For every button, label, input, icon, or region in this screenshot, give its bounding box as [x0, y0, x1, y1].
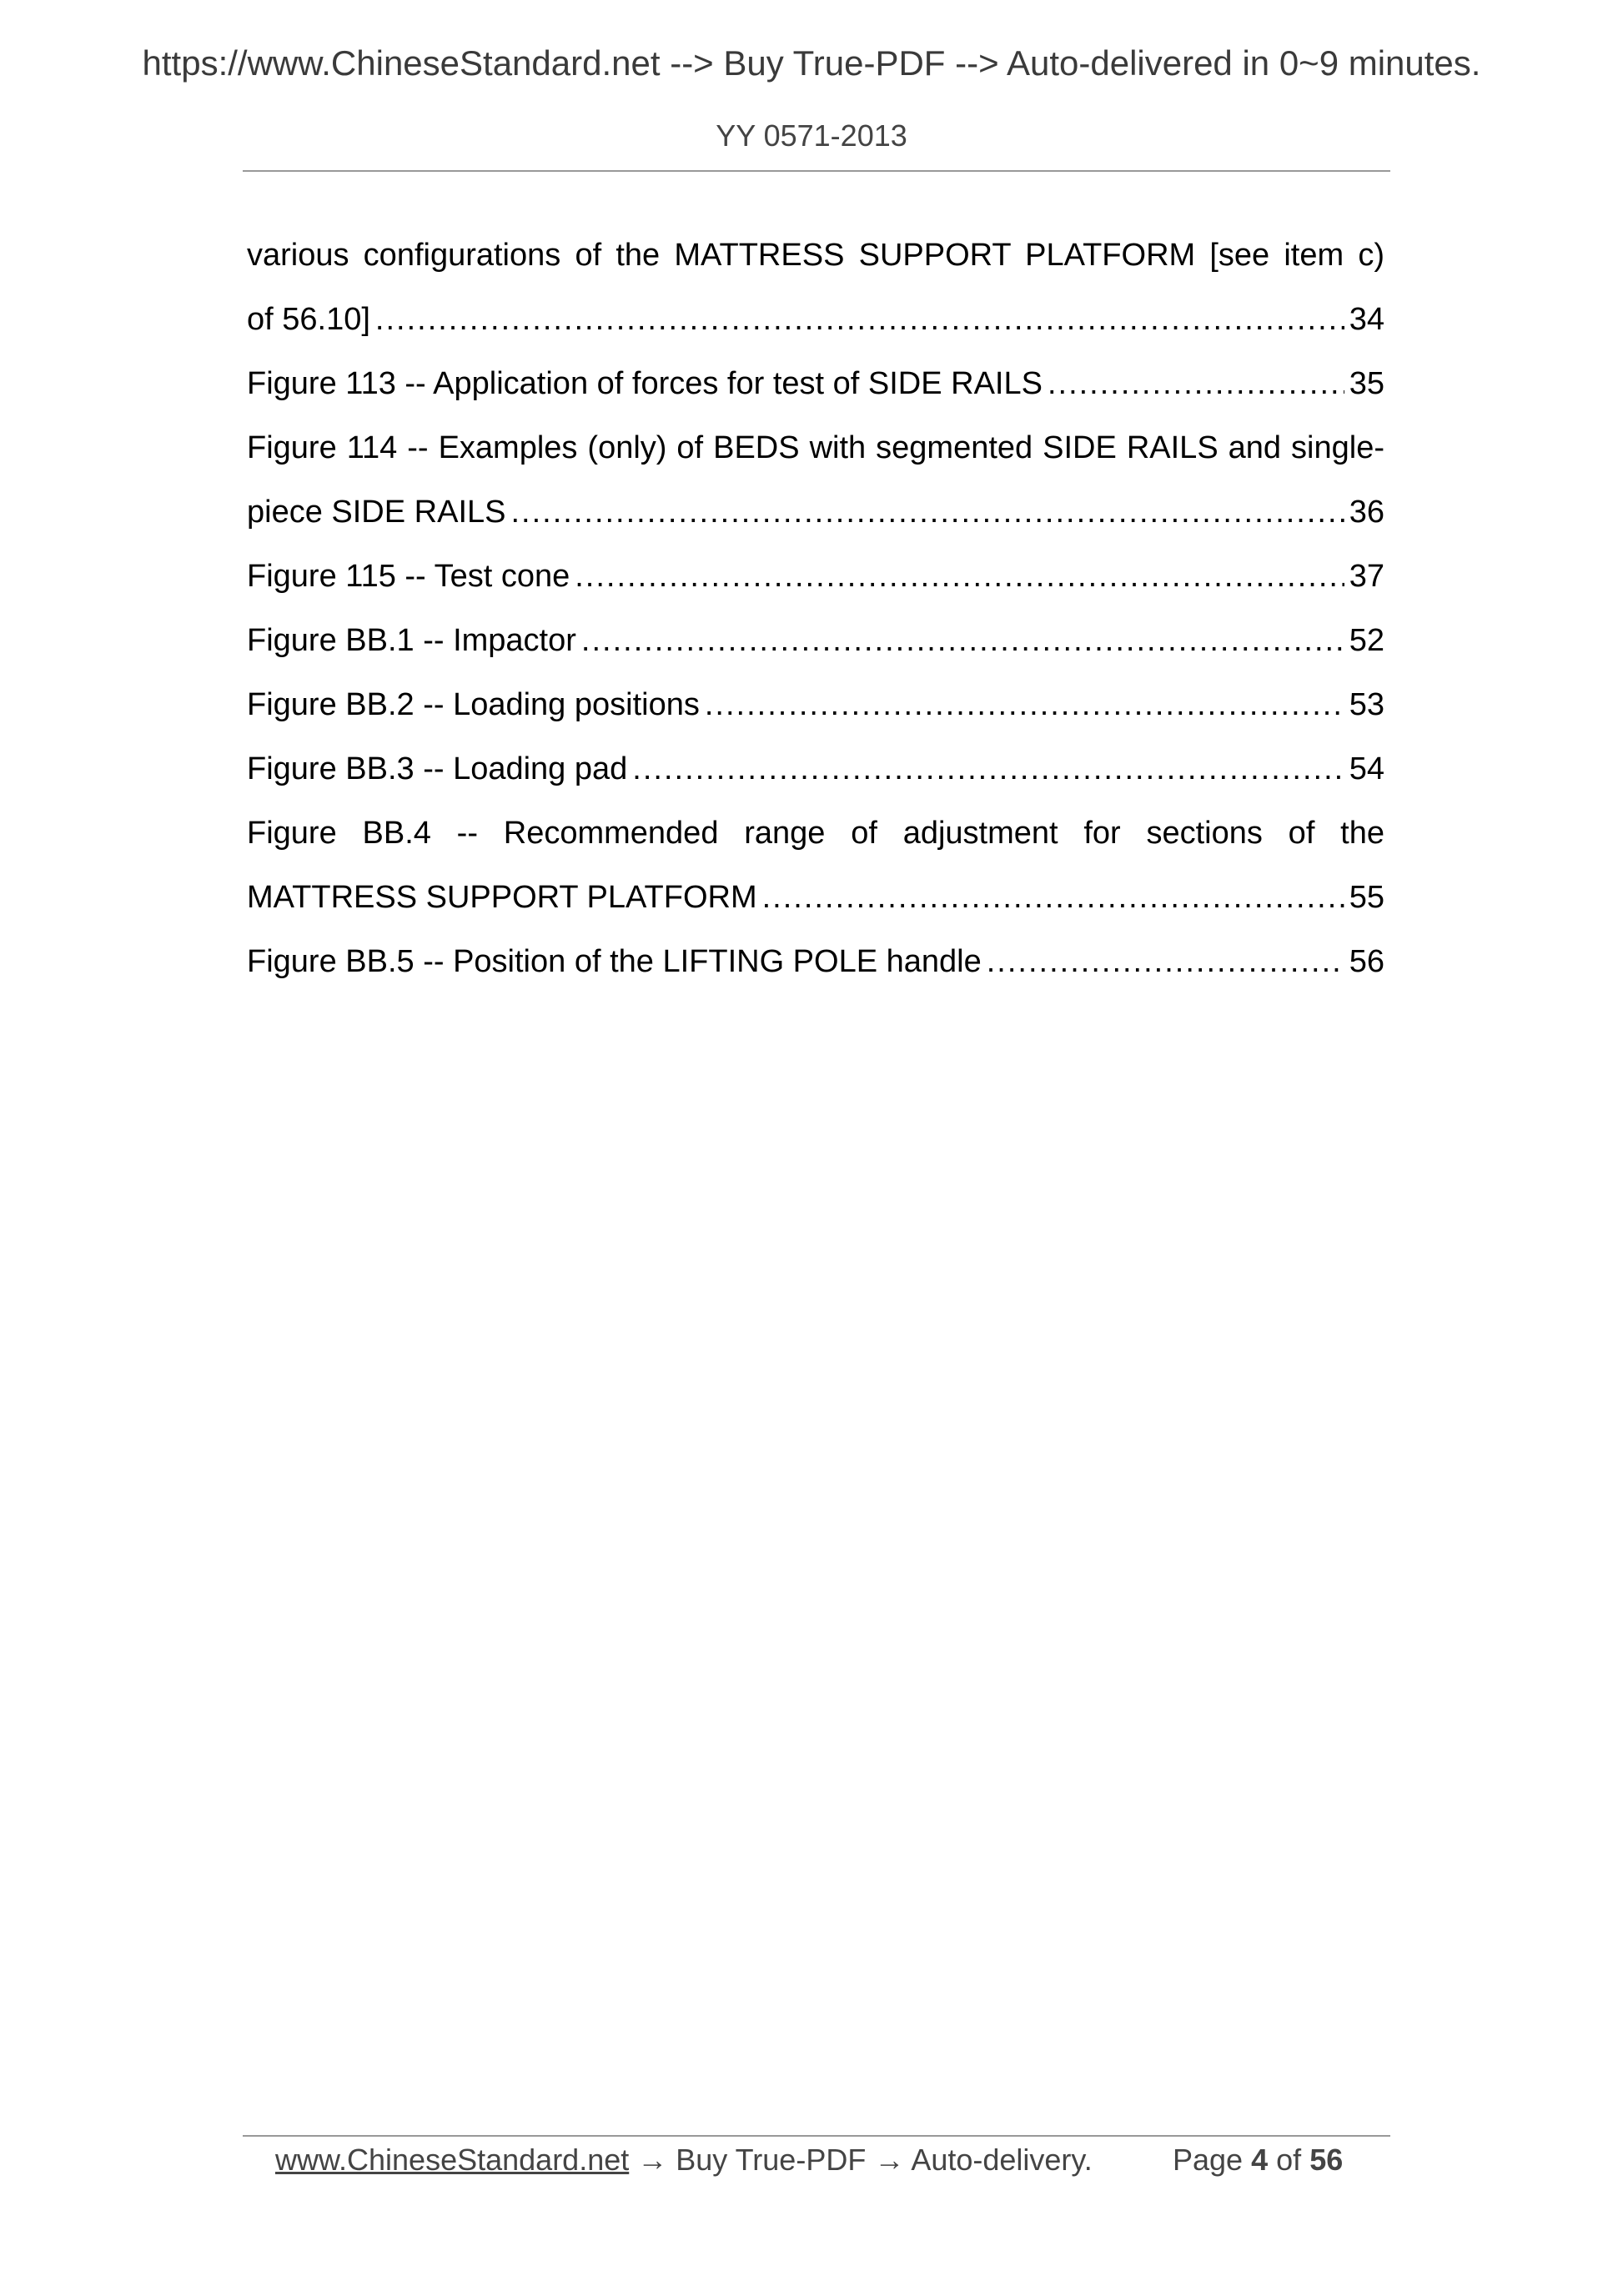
toc-entry-page: 53 — [1349, 687, 1384, 722]
toc-entry-title: of 56.10] — [247, 302, 370, 337]
toc-entry-title: Figure BB.5 -- Position of the LIFTING POLE handle — [247, 944, 982, 979]
dot-leader — [632, 737, 1344, 801]
toc-entry-figure-bb2[interactable] — [247, 673, 1384, 737]
toc-entry-figure-bb1[interactable] — [247, 609, 1384, 673]
dot-leader — [987, 930, 1344, 994]
footer-tagline-text: → Buy True-PDF → Auto-delivery. — [629, 2143, 1093, 2177]
footer-divider — [243, 2135, 1390, 2137]
document-code: YY 0571-2013 — [716, 118, 907, 153]
toc-entry-page: 52 — [1349, 623, 1384, 658]
top-banner: https://www.ChineseStandard.net --> Buy True-PDF --> Auto-delivered in 0~9 minutes. — [142, 43, 1481, 83]
toc-entry-page: 35 — [1349, 366, 1384, 401]
dot-leader — [705, 673, 1344, 737]
of-word: of — [1276, 2143, 1302, 2177]
toc-entry-figure-115[interactable] — [247, 545, 1384, 609]
dot-leader — [510, 480, 1344, 545]
toc-entry-figure-113[interactable] — [247, 352, 1384, 416]
toc-entry-title: Figure BB.1 -- Impactor — [247, 623, 576, 658]
toc-entry-continued[interactable] — [247, 288, 1384, 352]
toc-entry-title: MATTRESS SUPPORT PLATFORM — [247, 880, 757, 915]
figure-list — [247, 224, 1384, 994]
toc-entry-figure-bb3[interactable] — [247, 737, 1384, 801]
toc-entry-title: Figure 113 -- Application of forces for test of SIDE RAILS — [247, 366, 1043, 401]
toc-entry-figure-114-line1: Figure 114 -- Examples (only) of BEDS with segmented SIDE RAILS and single- — [247, 430, 1384, 465]
toc-entry-title: Figure BB.3 -- Loading pad — [247, 751, 628, 786]
toc-entry-figure-114[interactable] — [247, 480, 1384, 545]
toc-entry-page: 36 — [1349, 495, 1384, 530]
dot-leader — [1048, 352, 1344, 416]
toc-entry-title: Figure BB.2 -- Loading positions — [247, 687, 700, 722]
toc-entry-figure-bb5[interactable] — [247, 930, 1384, 994]
dot-leader — [762, 866, 1344, 930]
toc-entry-continued-line1: various configurations of the MATTRESS SUPPORT PLATFORM [see item c) — [247, 238, 1384, 273]
dot-leader — [581, 609, 1344, 673]
dot-leader — [375, 288, 1344, 352]
toc-entry-figure-bb4-line1: Figure BB.4 -- Recommended range of adjustment for sections of the — [247, 816, 1384, 851]
toc-entry-title: piece SIDE RAILS — [247, 495, 506, 530]
dot-leader — [575, 545, 1344, 609]
toc-entry-figure-bb4[interactable] — [247, 866, 1384, 930]
header-divider — [243, 170, 1390, 172]
toc-entry-page: 54 — [1349, 751, 1384, 786]
footer-tagline — [275, 2140, 1093, 2180]
page-total: 56 — [1309, 2143, 1344, 2177]
toc-entry-page: 34 — [1349, 302, 1384, 337]
page-number: 4 — [1251, 2143, 1269, 2177]
footer-site-link[interactable]: www.ChineseStandard.net — [275, 2143, 630, 2177]
toc-entry-title: Figure 115 -- Test cone — [247, 559, 570, 594]
page-word: Page — [1173, 2143, 1244, 2177]
toc-entry-page: 56 — [1349, 944, 1384, 979]
toc-entry-page: 55 — [1349, 880, 1384, 915]
page-indicator — [1173, 2140, 1343, 2180]
toc-entry-page: 37 — [1349, 559, 1384, 594]
